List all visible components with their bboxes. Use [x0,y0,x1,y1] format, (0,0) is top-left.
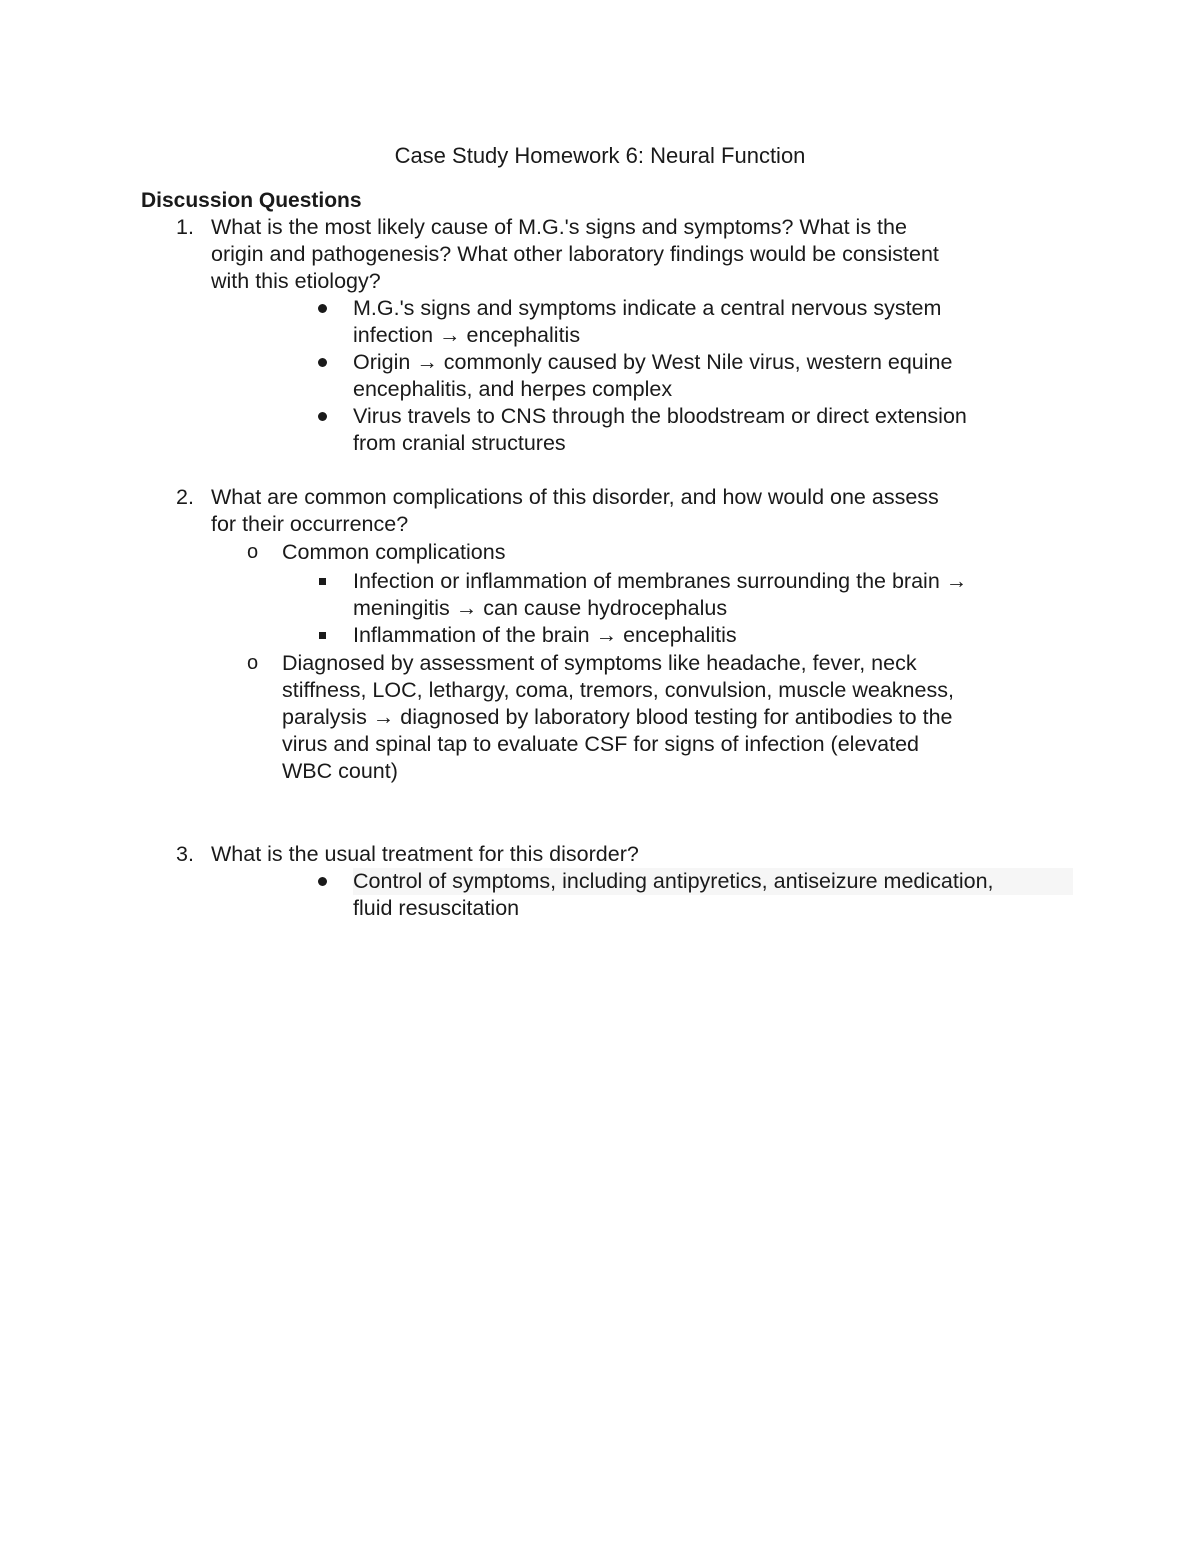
bullet-icon [318,877,327,886]
square-bullet-icon [319,632,326,639]
text-line: with this etiology? [211,269,381,293]
square-bullet-icon [319,578,326,585]
question-2 [176,484,1056,538]
bullet-icon [318,358,327,367]
text-line: What is the most likely cause of M.G.'s signs and symptoms? What is the [211,215,907,239]
text-line: origin and pathogenesis? What other laboratory findings would be consistent [211,242,939,266]
text-line: from cranial structures [353,431,566,455]
text-line: encephalitis, and herpes complex [353,377,673,401]
question-number: 1. [176,215,194,239]
question-text [211,214,1041,295]
text-line: Virus travels to CNS through the bloodstream or direct extension [353,404,967,428]
question-number: 3. [176,842,194,866]
bullet-icon [318,412,327,421]
bullet-icon [318,304,327,313]
text-line: Inflammation of the brain → encephalitis [353,623,737,647]
question-1 [176,214,1056,295]
text-line: What is the usual treatment for this disorder? [211,842,639,866]
sub-marker: o [247,541,259,563]
question-text [211,841,1041,868]
text-line: stiffness, LOC, lethargy, coma, tremors, convulsion, muscle weakness, [282,678,954,702]
text-line: paralysis → diagnosed by laboratory blood testing for antibodies to the [282,705,953,729]
question-number: 2. [176,485,194,509]
text-line: for their occurrence? [211,512,409,536]
document-title: Case Study Homework 6: Neural Function [394,143,806,168]
question-3 [176,841,1056,868]
text-line: Origin → commonly caused by West Nile virus, western equine [353,350,953,374]
sub-marker: o [247,652,259,674]
text-line: What are common complications of this disorder, and how would one assess [211,485,939,509]
section-heading: Discussion Questions [141,189,362,212]
question-text [211,484,1041,538]
text-line: Diagnosed by assessment of symptoms like headache, fever, neck [282,651,917,675]
text-line: infection → encephalitis [353,323,581,347]
text-line: virus and spinal tap to evaluate CSF for signs of infection (elevated [282,732,919,756]
text-line: Control of symptoms, including antipyretics, antiseizure medication, [353,868,1073,895]
text-line: M.G.'s signs and symptoms indicate a central nervous system [353,296,942,320]
text-line: meningitis → can cause hydrocephalus [353,596,728,620]
text-line: Infection or inflammation of membranes surrounding the brain → [353,569,968,593]
text-line: fluid resuscitation [353,896,520,920]
text-line: Common complications [282,540,506,564]
text-line: WBC count) [282,759,398,783]
